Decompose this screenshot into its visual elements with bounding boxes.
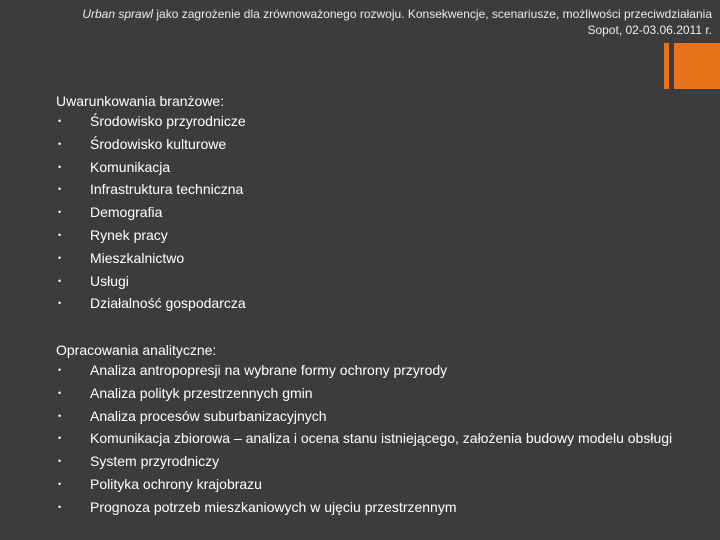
slide-header <box>52 6 712 38</box>
bullet-icon: • <box>58 275 62 286</box>
list-item-text: Środowisko kulturowe <box>90 135 227 152</box>
list-item-text: Komunikacja zbiorowa – analiza i ocena stanu istniejącego, założenia budowy modelu obsługi <box>90 430 673 447</box>
list-item <box>56 496 672 519</box>
bullet-icon: • <box>58 116 62 126</box>
list-item-text: Komunikacja <box>90 158 171 175</box>
accent-box <box>674 43 720 89</box>
bullet-icon: • <box>58 229 62 240</box>
list-item-text: System przyrodniczy <box>90 453 220 470</box>
list-item <box>56 224 246 247</box>
bullet-icon: • <box>58 456 62 467</box>
list-item <box>56 133 246 156</box>
list-item-text: Analiza polityk przestrzennych gmin <box>90 384 313 401</box>
list-item-text: Analiza antropopresji na wybrane formy ochrony przyrody <box>90 362 448 378</box>
list-item-text: Środowisko przyrodnicze <box>90 113 246 129</box>
bullet-icon: • <box>58 365 62 375</box>
bullet-icon: • <box>58 184 62 195</box>
bullet-icon: • <box>58 161 62 172</box>
section-heading: Opracowania analityczne: <box>56 342 217 358</box>
bullet-list <box>56 359 672 519</box>
list-item-text: Infrastruktura techniczna <box>90 181 244 198</box>
list-item-text: Prognoza potrzeb mieszkaniowych w ujęciu przestrzennym <box>90 498 457 515</box>
list-item <box>56 201 246 224</box>
bullet-icon: • <box>58 433 62 444</box>
bullet-icon: • <box>58 252 62 263</box>
bullet-list <box>56 110 246 315</box>
section-heading: Uwarunkowania branżowe: <box>56 93 225 109</box>
list-item <box>56 427 672 450</box>
header-title <box>52 6 712 22</box>
list-item <box>56 405 672 428</box>
header-subtitle: Sopot, 02-03.06.2011 r. <box>587 23 712 37</box>
list-item <box>56 292 246 315</box>
list-item-text: Działalność gospodarcza <box>90 295 246 312</box>
section-branch-conditions <box>56 92 246 315</box>
list-item-text: Polityka ochrony krajobrazu <box>90 475 262 492</box>
bullet-icon: • <box>58 298 62 309</box>
bullet-icon: • <box>58 478 62 489</box>
bullet-icon: • <box>58 387 62 398</box>
bullet-icon: • <box>58 207 62 218</box>
header-title-italic: Urban sprawl <box>82 7 154 21</box>
list-item-text: Demografia <box>90 204 163 221</box>
list-item-text: Mieszkalnictwo <box>90 249 185 266</box>
list-item-text: Analiza procesów suburbanizacyjnych <box>90 407 327 424</box>
accent-bar <box>664 43 669 89</box>
list-item <box>56 178 246 201</box>
list-item-text: Rynek pracy <box>90 226 168 243</box>
list-item <box>56 473 672 496</box>
list-item <box>56 270 246 293</box>
bullet-icon: • <box>58 501 62 512</box>
list-item <box>56 247 246 270</box>
list-item <box>56 359 672 382</box>
header-title-rest: jako zagrożenie dla zrównoważonego rozwoju. Konsekwencje, scenariusze, możliwości przeciwdziałania <box>153 7 712 21</box>
list-item <box>56 450 672 473</box>
bullet-icon: • <box>58 138 62 149</box>
list-item-text: Usługi <box>90 272 129 289</box>
bullet-icon: • <box>58 410 62 421</box>
list-item <box>56 110 246 133</box>
section-analytical-studies <box>56 341 672 519</box>
list-item <box>56 156 246 179</box>
list-item <box>56 382 672 405</box>
